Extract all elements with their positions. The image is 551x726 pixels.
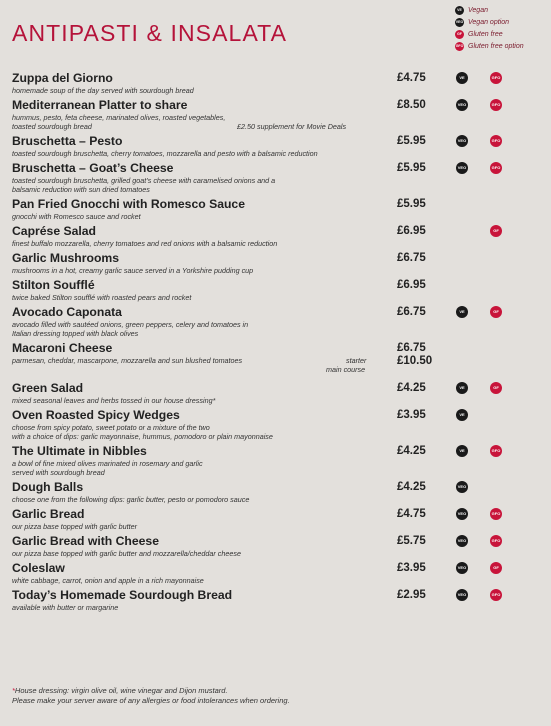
menu-item	[12, 224, 542, 248]
menu-item-description: twice baked Stilton soufflé with roasted pears and rocket	[12, 293, 192, 302]
menu-item	[12, 561, 542, 585]
portion-starter: starter	[346, 356, 367, 365]
menu-item-description: white cabbage, carrot, onion and apple in a rich mayonnaise	[12, 576, 204, 585]
vegan-icon: VE	[456, 382, 468, 394]
menu-item-description: toasted sourdough bread	[12, 122, 92, 131]
gluten-free-option-icon: GFO	[490, 162, 502, 174]
legend-label: Vegan option	[468, 18, 509, 26]
gluten-free-option-icon: GFO	[455, 42, 464, 51]
menu-item-price: £4.25	[397, 445, 426, 457]
gluten-free-icon: GF	[455, 30, 464, 39]
menu-item	[12, 278, 542, 302]
menu-item-name: Avocado Caponata	[12, 305, 122, 319]
menu-item-name: Dough Balls	[12, 480, 84, 494]
menu-item-description: gnocchi with Romesco sauce and rocket	[12, 212, 141, 221]
gluten-free-option-icon: GFO	[490, 72, 502, 84]
gluten-free-option-icon: GFO	[490, 445, 502, 457]
menu-item-name: Garlic Bread with Cheese	[12, 534, 159, 548]
menu-item-price: £5.75	[397, 535, 426, 547]
menu-item	[12, 588, 542, 612]
menu-item-description: toasted sourdough bruschetta, grilled goat’s cheese with caramelised onions and a	[12, 176, 276, 185]
menu-item-description: mixed seasonal leaves and herbs tossed in our house dressing*	[12, 396, 216, 405]
gluten-free-icon: GF	[490, 382, 502, 394]
footnote-star: *	[12, 686, 15, 695]
menu-item-price: £5.95	[397, 135, 426, 147]
menu-item	[12, 305, 542, 338]
menu-item-price: £5.95	[397, 162, 426, 174]
menu-item-name: Bruschetta – Pesto	[12, 134, 123, 148]
vegan-option-icon: VEO	[456, 135, 468, 147]
menu-item-price: £5.95	[397, 198, 426, 210]
menu-item-price-main: £10.50	[397, 355, 433, 367]
menu-item-description: choose one from the following dips: garlic butter, pesto or pomodoro sauce	[12, 495, 250, 504]
vegan-option-icon: VEO	[456, 162, 468, 174]
menu-list	[12, 71, 542, 612]
footnote-line-1: House dressing: virgin olive oil, wine vinegar and Dijon mustard.	[14, 686, 228, 695]
menu-item	[12, 134, 542, 158]
gluten-free-option-icon: GFO	[490, 508, 502, 520]
menu-item-description: parmesan, cheddar, mascarpone, mozzarella and sun blushed tomatoes	[12, 356, 243, 365]
page-title: ANTIPASTI & INSALATA	[12, 20, 288, 46]
vegan-option-icon: VEO	[455, 18, 464, 27]
menu-item-name: Garlic Mushrooms	[12, 251, 120, 265]
vegan-option-icon: VEO	[456, 508, 468, 520]
vegan-option-icon: VEO	[456, 562, 468, 574]
gluten-free-icon: GF	[490, 225, 502, 237]
menu-item-name: Macaroni Cheese	[12, 341, 113, 355]
legend-vegan-option	[455, 16, 524, 28]
menu-item	[12, 71, 542, 95]
vegan-option-icon: VEO	[456, 589, 468, 601]
menu-item	[12, 251, 542, 275]
menu-item-price: £6.95	[397, 225, 426, 237]
menu-item-price: £4.75	[397, 508, 426, 520]
menu-item-name: Coleslaw	[12, 561, 65, 575]
menu-item-description: Italian dressing topped with black olives	[12, 329, 139, 338]
menu-item	[12, 480, 542, 504]
vegan-option-icon: VEO	[456, 481, 468, 493]
menu-item-name: Garlic Bread	[12, 507, 85, 521]
menu-item-price: £2.95	[397, 589, 426, 601]
menu-item-price: £4.25	[397, 481, 426, 493]
menu-item	[12, 444, 542, 477]
menu-item-name: Stilton Soufflé	[12, 278, 95, 292]
menu-item-name: Zuppa del Giorno	[12, 71, 113, 85]
menu-item-name: The Ultimate in Nibbles	[12, 444, 147, 458]
menu-item	[12, 98, 542, 131]
menu-item-description: available with butter or margarine	[12, 603, 119, 612]
vegan-icon: VE	[456, 306, 468, 318]
vegan-icon: VE	[456, 409, 468, 421]
menu-item-name: Green Salad	[12, 381, 84, 395]
menu-item	[12, 507, 542, 531]
legend-label: Vegan	[468, 6, 488, 14]
vegan-icon: VE	[456, 72, 468, 84]
menu-item	[12, 381, 542, 405]
menu-item-description: with a choice of dips: garlic mayonnaise, hummus, pomodoro or plain mayonnaise	[12, 432, 273, 441]
legend-gluten-free-option	[455, 40, 524, 52]
menu-item-description: our pizza base topped with garlic butter	[12, 522, 138, 531]
menu-item-description: toasted sourdough bruschetta, cherry tomatoes, mozzarella and pesto with a balsamic reduction	[12, 149, 318, 158]
vegan-icon: VE	[455, 6, 464, 15]
menu-item-name: Bruschetta – Goat’s Cheese	[12, 161, 174, 175]
vegan-option-icon: VEO	[456, 535, 468, 547]
menu-item-description: homemade soup of the day served with sourdough bread	[12, 86, 194, 95]
menu-item-name: Caprése Salad	[12, 224, 97, 238]
legend-gluten-free	[455, 28, 524, 40]
vegan-icon: VE	[456, 445, 468, 457]
supplement-note: £2.50 supplement for Movie Deals	[237, 122, 347, 131]
gluten-free-icon: GF	[490, 306, 502, 318]
menu-item-description: hummus, pesto, feta cheese, marinated olives, roasted vegetables,	[12, 113, 226, 122]
gluten-free-option-icon: GFO	[490, 535, 502, 547]
legend-vegan	[455, 4, 524, 16]
dietary-legend	[455, 4, 524, 52]
menu-item-price: £3.95	[397, 409, 426, 421]
menu-item-price: £6.75	[397, 342, 426, 354]
footnote	[12, 686, 290, 706]
menu-item	[12, 197, 542, 221]
legend-label: Gluten free	[468, 30, 503, 38]
menu-item-description: a bowl of fine mixed olives marinated in rosemary and garlic	[12, 459, 203, 468]
menu-item-price: £6.75	[397, 252, 426, 264]
menu-item-price: £4.25	[397, 382, 426, 394]
menu-item-description: served with sourdough bread	[12, 468, 105, 477]
menu-item-description: balsamic reduction with sun dried tomatoes	[12, 185, 150, 194]
vegan-option-icon: VEO	[456, 99, 468, 111]
menu-item-name: Today’s Homemade Sourdough Bread	[12, 588, 233, 602]
menu-item-price: £6.95	[397, 279, 426, 291]
menu-item	[12, 161, 542, 194]
menu-item-description: our pizza base topped with garlic butter and mozzarella/cheddar cheese	[12, 549, 241, 558]
menu-item-name: Oven Roasted Spicy Wedges	[12, 408, 180, 422]
menu-item	[12, 341, 542, 377]
menu-item-price: £8.50	[397, 99, 426, 111]
menu-item-price: £3.95	[397, 562, 426, 574]
menu-item-description: choose from spicy potato, sweet potato or a mixture of the two	[12, 423, 210, 432]
menu-item-price: £4.75	[397, 72, 426, 84]
footnote-line-2: Please make your server aware of any allergies or food intolerances when ordering.	[12, 696, 290, 705]
gluten-free-option-icon: GFO	[490, 135, 502, 147]
menu-item	[12, 534, 542, 558]
legend-label: Gluten free option	[468, 42, 524, 50]
gluten-free-option-icon: GFO	[490, 99, 502, 111]
menu-item	[12, 408, 542, 441]
menu-item-name: Mediterranean Platter to share	[12, 98, 188, 112]
menu-item-description: avocado filled with sautéed onions, green peppers, celery and tomatoes in	[12, 320, 249, 329]
menu-item-description: mushrooms in a hot, creamy garlic sauce served in a Yorkshire pudding cup	[12, 266, 254, 275]
menu-item-description: finest buffalo mozzarella, cherry tomatoes and red onions with a balsamic reduction	[12, 239, 278, 248]
portion-main-course: main course	[326, 365, 366, 374]
gluten-free-icon: GF	[490, 562, 502, 574]
menu-item-name: Pan Fried Gnocchi with Romesco Sauce	[12, 197, 245, 211]
gluten-free-option-icon: GFO	[490, 589, 502, 601]
menu-item-price: £6.75	[397, 306, 426, 318]
